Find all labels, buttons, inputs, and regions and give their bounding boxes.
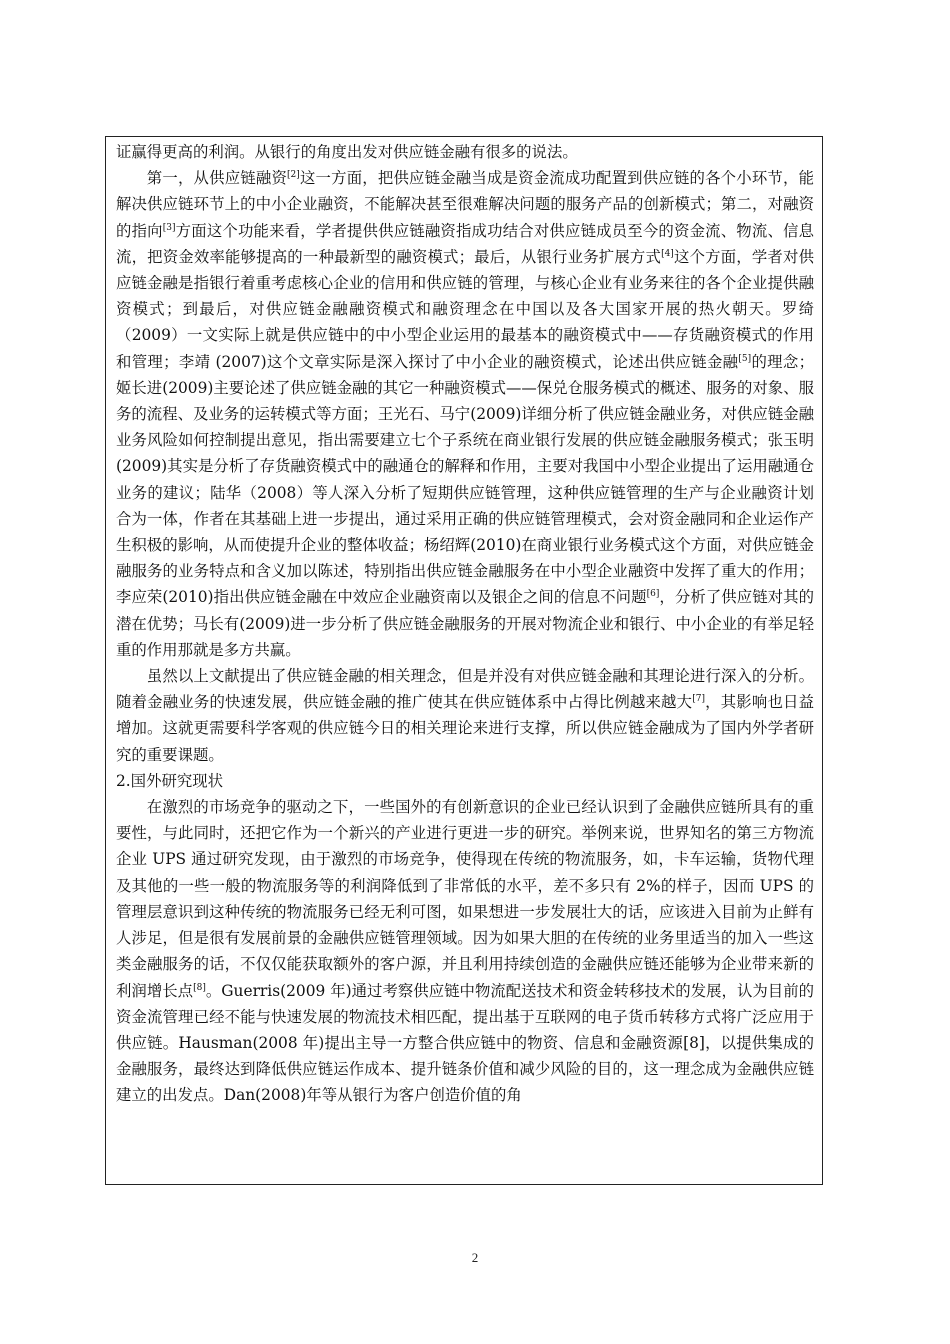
- p4-text-2: 。Guerris(2009 年)通过考察供应链中物流配送技术和资金转移技术的发展，认为目前的资金流管理已经不能与快速发展的物流技术相匹配，提出基于互联网的电子货币转移方式将广泛应用于供应链。Hausman(2008 年)提出主导一方整合供应链中的物资、信息和金融资源[8]，以提供集成的金融服务，最终达到降低供应链运作成本、提升链条价值和减少风险的目的，这一理念成为金融供应链建立的出发点。Dan(2008)年等从银行为客户创造价值的角: [116, 981, 814, 1105]
- body-text: [116, 139, 814, 1109]
- citation-3: [3]: [162, 222, 176, 233]
- paragraph-2: [116, 165, 814, 663]
- citation-5: [5]: [738, 353, 752, 364]
- citation-7: [7]: [692, 694, 705, 705]
- page-number: 2: [471, 1250, 479, 1265]
- citation-8: [8]: [193, 982, 206, 993]
- paragraph-3: [116, 663, 814, 768]
- p3-text-2: ，其影响也日益增加。这就更需要科学客观的供应链今日的相关理论来进行支撑，所以供应链金融成为了国内外学者研究的重要课题。: [116, 693, 814, 764]
- paragraph-4: [116, 794, 814, 1108]
- section-heading: 2.国外研究现状: [116, 771, 224, 790]
- citation-4: [4]: [661, 248, 674, 259]
- p4-text-1: 在激烈的市场竞争的驱动之下，一些国外的有创新意识的企业已经认识到了金融供应链所具有的重要性，与此同时，还把它作为一个新兴的产业进行更进一步的研究。举例来说，世界知名的第三方物流企业 UPS 通过研究发现，由于激烈的市场竞争，使得现在传统的物流服务，如，卡车运输，货物代理及其他的一些一般的物流服务等的利润降低到了非常低的水平，差不多只有 2%的样子，因而 UPS 的管理层意识到这种传统的物流服务已经无利可图，如果想进一步发展壮大的话，应该进入目前为止鲜有人涉足，但是很有发展前景的金融供应链管理领域。因为如果大胆的在传统的业务里适当的加入一些这类金融服务的话，不仅仅能获取额外的客户源，并且利用持续创造的金融供应链还能够为企业带来新的利润增长点: [116, 798, 814, 1000]
- paragraph-1: 证赢得更高的利润。从银行的角度出发对供应链金融有很多的说法。: [116, 143, 578, 161]
- citation-2: [2]: [287, 170, 300, 181]
- p3-text-1: 虽然以上文献提出了供应链金融的相关理念，但是并没有对供应链金融和其理论进行深入的分析。随着金融业务的快速发展，供应链金融的推广使其在供应链体系中占得比例越来越大: [116, 667, 814, 712]
- p2-text-2: 这一方面，把供应链金融当成是资金流成功配置到供应链的各个小环节，能解决供应链环节上的中小企业融资，不能解决甚至很难解决问题的服务产品的创新模式；第二，对融资的指向: [116, 169, 814, 240]
- p2-text-3: 方面这个功能来看，学者提供供应链融资指成功结合对供应链成员至今的资金流、物流、信息流，把资金效率能够提高的一种最新型的融资模式；最后，从银行业务扩展方式: [116, 221, 814, 266]
- content-frame: [105, 136, 823, 1185]
- p2-text-1: 第一，从供应链融资: [146, 169, 288, 188]
- citation-6: [6]: [646, 589, 660, 600]
- p2-text-5: 的理念；姬长进(2009)主要论述了供应链金融的其它一种融资模式——保兑仓服务模式的概述、服务的对象、服务的流程、及业务的运转模式等方面；王光石、马宁(2009)详细分析了供应链金融业务，对供应链金融业务风险如何控制提出意见，指出需要建立七个子系统在商业银行发展的供应链金融服务模式；张玉明 (2009)其实是分析了存货融资模式中的融通仓的解释和作用，主要对我国中小型企业提出了运用融通仓业务的建议；陆华（2008）等人深入分析了短期供应链管理，这种供应链管理的生产与企业融资计划合为一体，作者在其基础上进一步提出，通过采用正确的供应链管理模式，会对资金融同和企业运作产生积极的影响，从而使提升企业的整体收益；杨绍辉(2010)在商业银行业务模式这个方面，对供应链金融服务的业务特点和含义加以陈述，特别指出供应链金融服务在中小型企业融资中发挥了重大的作用；李应荣(2010)指出供应链金融在中效应企业融资南以及银企之间的信息不问题: [116, 352, 814, 607]
- p2-text-4: 这个方面，学者对供应链金融是指银行着重考虑核心企业的信用和供应链的管理，与核心企业有业务来往的各个企业提供融资模式；到最后，对供应链金融融资模式和融资理念在中国以及各大国家开展的热火朝天。罗绮（2009）一文实际上就是供应链中的中小型企业运用的最基本的融资模式中——存货融资模式的作用和管理；李靖 (2007)这个文章实际是深入探讨了中小企业的融资模式，论述出供应链金融: [116, 247, 814, 371]
- p2-text-6: ，分析了供应链对其的潜在优势；马长有(2009)进一步分析了供应链金融服务的开展对物流企业和银行、中小企业的有举足轻重的作用那就是多方共赢。: [116, 588, 814, 659]
